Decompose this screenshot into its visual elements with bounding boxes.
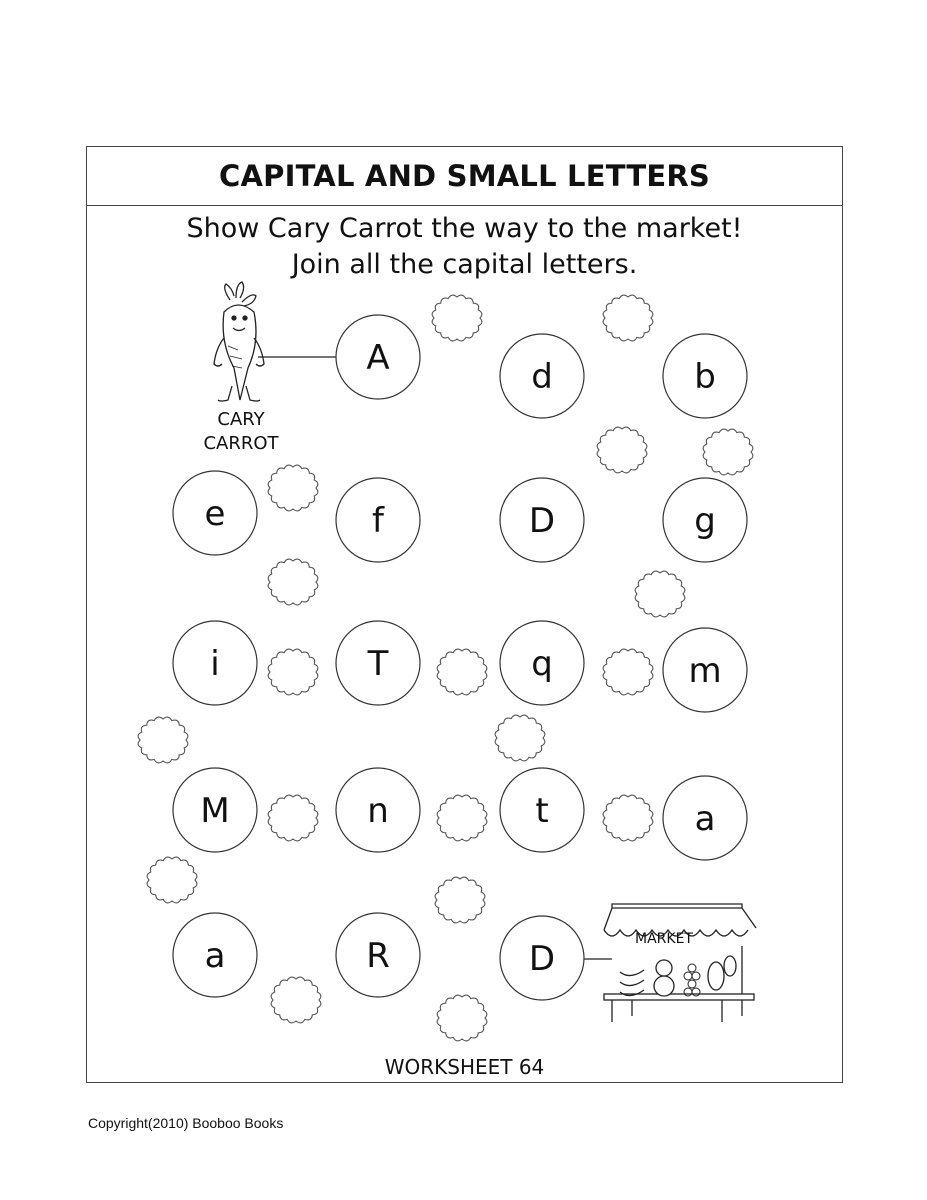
letter-q-circle: [500, 621, 584, 705]
letter-A-circle: [336, 315, 420, 399]
carrot-icon: [214, 282, 264, 401]
letter-D: D: [528, 501, 556, 541]
bush-icon: [603, 295, 653, 341]
carrot-label-line-1: CARY: [217, 409, 265, 430]
carrot-label-line-2: CARROT: [203, 433, 279, 454]
bush-icon: [703, 429, 753, 475]
letter-T: T: [367, 644, 389, 684]
letter-b: b: [694, 357, 716, 397]
bush-icon: [437, 995, 487, 1041]
letter-M-circle: [173, 768, 257, 852]
bush-icon: [603, 795, 653, 841]
bush-icon: [597, 427, 647, 473]
letter-a: a: [694, 799, 716, 839]
letter-i-circle: [173, 621, 257, 705]
bush-icon: [432, 295, 482, 341]
letter-D-2: D: [528, 939, 556, 979]
letter-f: f: [372, 501, 384, 541]
bush-icon: [437, 795, 487, 841]
bush-icon: [603, 649, 653, 695]
letter-e: e: [204, 494, 226, 534]
letter-g-circle: [663, 478, 747, 562]
letter-d: d: [531, 357, 553, 397]
letter-R: R: [366, 936, 390, 976]
letter-m: m: [688, 651, 722, 691]
bush-icon: [495, 715, 545, 761]
letter-e-circle: [173, 471, 257, 555]
instruction-line-2: Join all the capital letters.: [291, 249, 638, 280]
letter-D-circle: [500, 478, 584, 562]
bush-icon: [268, 649, 318, 695]
letter-a-circle: [663, 776, 747, 860]
letter-b-circle: [663, 334, 747, 418]
letter-M: M: [200, 791, 230, 831]
worksheet-number: WORKSHEET 64: [384, 1055, 545, 1079]
letter-f-circle: [336, 478, 420, 562]
letter-i: i: [210, 644, 220, 684]
market-label: MARKET: [635, 931, 693, 947]
bush-icon: [435, 877, 485, 923]
letter-R-circle: [336, 913, 420, 997]
instruction-line-1: Show Cary Carrot the way to the market!: [186, 213, 743, 244]
bush-icon: [268, 559, 318, 605]
letter-m-circle: [663, 628, 747, 712]
page-title: CAPITAL AND SMALL LETTERS: [219, 159, 710, 193]
letter-D-2-circle: [500, 916, 584, 1000]
letter-a-2: a: [204, 936, 226, 976]
bush-icon: [271, 977, 321, 1023]
letter-q: q: [531, 644, 553, 684]
letter-n: n: [367, 791, 389, 831]
letter-n-circle: [336, 768, 420, 852]
letter-d-circle: [500, 334, 584, 418]
letter-a-2-circle: [173, 913, 257, 997]
bush-icon: [635, 571, 685, 617]
letter-g: g: [694, 501, 716, 541]
bush-icon: [268, 465, 318, 511]
market-stall-icon: [604, 904, 756, 1022]
bush-icon: [437, 649, 487, 695]
bush-icon: [147, 857, 197, 903]
bush-icon: [138, 717, 188, 763]
letter-t-circle: [500, 768, 584, 852]
bush-icon: [268, 795, 318, 841]
letter-t: t: [535, 791, 549, 831]
copyright-notice: Copyright(2010) Booboo Books: [88, 1115, 284, 1131]
letter-A: A: [366, 338, 390, 378]
letter-T-circle: [336, 621, 420, 705]
